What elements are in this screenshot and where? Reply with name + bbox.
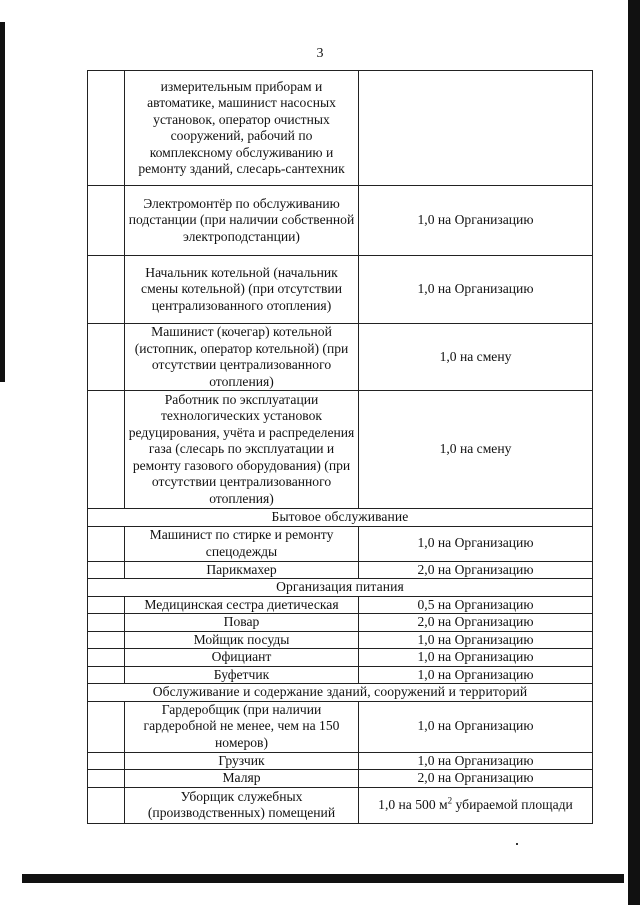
index-cell xyxy=(88,391,125,509)
norm-cell: 1,0 на Организацию xyxy=(359,631,593,649)
position-cell: Официант xyxy=(125,649,359,667)
section-row xyxy=(88,579,593,597)
position-cell: Парикмахер xyxy=(125,561,359,579)
index-cell xyxy=(88,256,125,324)
norm-cell: 1,0 на Организацию xyxy=(359,649,593,667)
position-cell: Машинист по стирке и ремонту спецодежды xyxy=(125,526,359,561)
table-row xyxy=(88,71,593,186)
table-row xyxy=(88,324,593,391)
index-cell xyxy=(88,596,125,614)
scan-edge-left xyxy=(0,22,5,382)
index-cell xyxy=(88,561,125,579)
index-cell xyxy=(88,666,125,684)
position-cell: Уборщик служебных (производственных) помещений xyxy=(125,787,359,823)
norm-cell: 1,0 на Организацию xyxy=(359,701,593,752)
position-cell: Медицинская сестра диетическая xyxy=(125,596,359,614)
norm-tail: убираемой площади xyxy=(452,796,573,812)
staffing-table xyxy=(87,70,593,824)
position-cell: Электромонтёр по обслуживанию подстанции (при наличии собственной электроподстанции) xyxy=(125,186,359,256)
index-cell xyxy=(88,71,125,186)
table-row xyxy=(88,256,593,324)
table-row xyxy=(88,770,593,788)
section-title: Организация питания xyxy=(88,579,593,597)
position-cell: Работник по эксплуатации технологических установок редуцирования, учёта и распределения газа (слесарь по эксплуатации и ремонту газового оборудования) (при отсутствии централизованного отопления) xyxy=(125,391,359,509)
norm-cell: 1,0 на Организацию xyxy=(359,752,593,770)
norm-superscript: 2 xyxy=(447,795,453,806)
index-cell xyxy=(88,752,125,770)
table-row xyxy=(88,701,593,752)
table-row xyxy=(88,666,593,684)
norm-value: 1,0 на 500 м xyxy=(378,796,448,812)
table-row xyxy=(88,614,593,632)
position-cell: измерительным приборам и автоматике, машинист насосных установок, оператор очистных сооружений, рабочий по комплексному обслуживанию и ремонту зданий, слесарь-сантехник xyxy=(125,71,359,186)
section-row xyxy=(88,684,593,702)
table-row xyxy=(88,186,593,256)
norm-cell xyxy=(359,787,593,823)
position-cell: Буфетчик xyxy=(125,666,359,684)
table-row xyxy=(88,391,593,509)
norm-cell xyxy=(359,71,593,186)
norm-cell: 1,0 на Организацию xyxy=(359,526,593,561)
table-row xyxy=(88,526,593,561)
scan-edge-right xyxy=(628,0,640,905)
section-title: Обслуживание и содержание зданий, сооружений и территорий xyxy=(88,684,593,702)
norm-cell: 1,0 на смену xyxy=(359,391,593,509)
page-number: 3 xyxy=(316,46,324,61)
position-cell: Гардеробщик (при наличии гардеробной не менее, чем на 150 номеров) xyxy=(125,701,359,752)
norm-cell: 2,0 на Организацию xyxy=(359,770,593,788)
norm-cell: 1,0 на Организацию xyxy=(359,186,593,256)
norm-cell: 1,0 на Организацию xyxy=(359,256,593,324)
table-row xyxy=(88,561,593,579)
position-cell: Мойщик посуды xyxy=(125,631,359,649)
section-title: Бытовое обслуживание xyxy=(88,509,593,527)
norm-cell: 2,0 на Организацию xyxy=(359,561,593,579)
table-row xyxy=(88,631,593,649)
section-row xyxy=(88,509,593,527)
index-cell xyxy=(88,770,125,788)
index-cell xyxy=(88,649,125,667)
position-cell: Повар xyxy=(125,614,359,632)
position-cell: Маляр xyxy=(125,770,359,788)
position-cell: Грузчик xyxy=(125,752,359,770)
norm-cell: 1,0 на Организацию xyxy=(359,666,593,684)
index-cell xyxy=(88,186,125,256)
index-cell xyxy=(88,614,125,632)
norm-cell: 0,5 на Организацию xyxy=(359,596,593,614)
table-row xyxy=(88,787,593,823)
table-row xyxy=(88,752,593,770)
table-row xyxy=(88,596,593,614)
norm-cell: 2,0 на Организацию xyxy=(359,614,593,632)
index-cell xyxy=(88,631,125,649)
index-cell xyxy=(88,324,125,391)
index-cell xyxy=(88,787,125,823)
index-cell xyxy=(88,701,125,752)
norm-cell: 1,0 на смену xyxy=(359,324,593,391)
position-cell: Машинист (кочегар) котельной (истопник, оператор котельной) (при отсутствии централизованного отопления) xyxy=(125,324,359,391)
scan-speck xyxy=(516,843,518,845)
position-cell: Начальник котельной (начальник смены котельной) (при отсутствии централизованного отопления) xyxy=(125,256,359,324)
index-cell xyxy=(88,526,125,561)
table-row xyxy=(88,649,593,667)
scan-edge-bottom xyxy=(22,874,624,883)
